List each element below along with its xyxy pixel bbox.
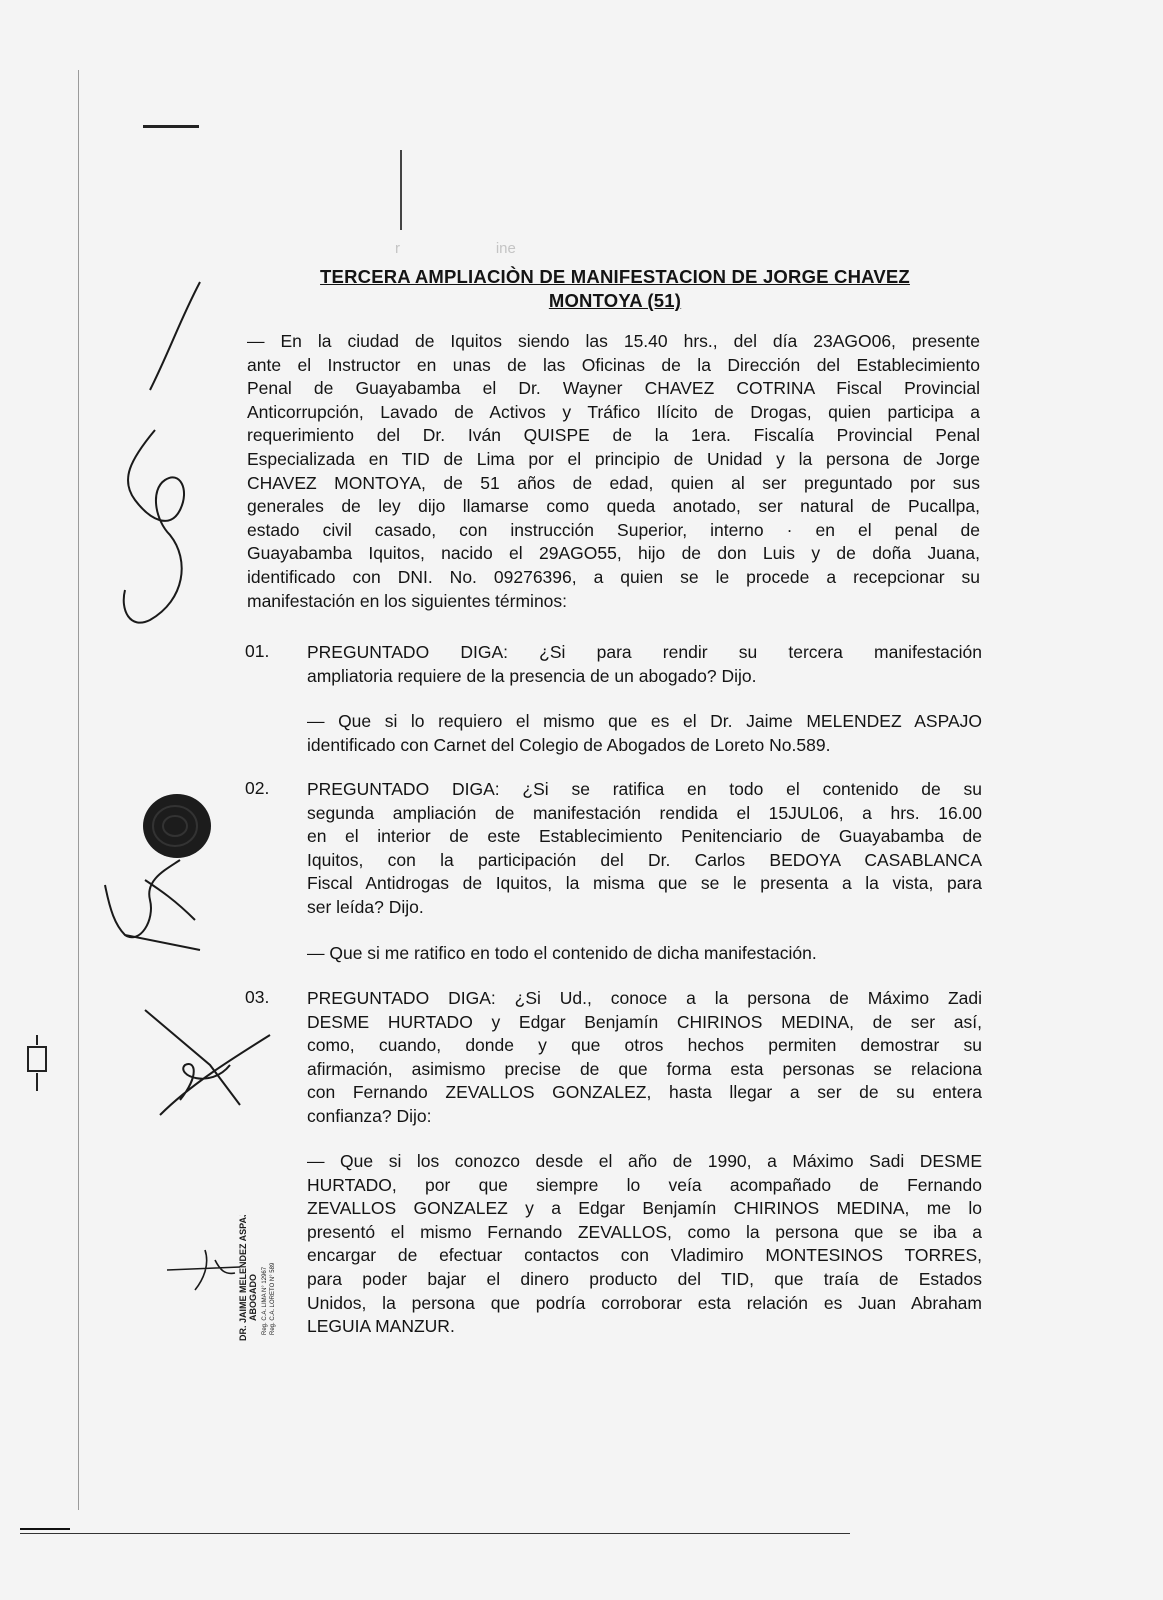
intro-line: Especializada en TID de Lima por el principio de Unidad y la persona de Jorge [247, 448, 980, 469]
signature-stamp [165, 1245, 245, 1295]
intro-line: ante el Instructor en unas de las Oficinas de la Dirección del Establecimiento [247, 354, 980, 375]
document-title [250, 265, 980, 313]
answer-line: LEGUIA MANZUR. [307, 1316, 455, 1337]
answer-line: encargar de efectuar contactos con Vladimiro MONTESINOS TORRES, [307, 1245, 982, 1266]
question-line: confianza? Dijo: [307, 1105, 432, 1126]
signature-top [110, 280, 220, 660]
bottom-rule-short [20, 1528, 70, 1530]
question-line: PREGUNTADO DIGA: ¿Si se ratifica en todo el contenido de su [307, 779, 982, 799]
question-line: PREGUNTADO DIGA: ¿Si Ud., conoce a la persona de Máximo Zadi [307, 988, 982, 1008]
intro-line: Anticorrupción, Lavado de Activos y Tráfico Ilícito de Drogas, quien participa a [247, 401, 980, 422]
margin-bracket-mark [22, 1035, 52, 1091]
answer-line: ZEVALLOS GONZALEZ y a Edgar Benjamín CHIRINOS MEDINA, me lo [307, 1198, 982, 1219]
question-1 [307, 641, 982, 688]
intro-line: CHAVEZ MONTOYA, de 51 años de edad, quien al ser preguntado por sus [247, 472, 980, 493]
question-line: Iquitos, con la participación del Dr. Carlos BEDOYA CASABLANCA [307, 849, 982, 870]
answer-line: Unidos, la persona que podría corroborar esta relación es Juan Abraham [307, 1292, 982, 1313]
intro-line: Penal de Guayabamba el Dr. Wayner CHAVEZ COTRINA Fiscal Provincial [247, 378, 980, 399]
intro-line: — En la ciudad de Iquitos siendo las 15.40 hrs., del día 23AGO06, presente [247, 331, 980, 351]
question-number: 03. [245, 987, 270, 1007]
question-line: ser leída? Dijo. [307, 896, 424, 917]
svg-text:DR. JAIME MELENDEZ ASPAJO: DR. JAIME MELENDEZ ASPAJO [238, 1215, 248, 1341]
signature-lower [140, 1005, 280, 1120]
question-2 [307, 778, 982, 920]
intro-line: manifestación en los siguientes términos: [247, 590, 568, 611]
svg-text:Reg. C.A. LIMA N° 12967: Reg. C.A. LIMA N° 12967 [262, 1266, 268, 1335]
svg-text:Reg. C.A. LORETO N° 589: Reg. C.A. LORETO N° 589 [270, 1262, 276, 1335]
title-line-1: TERCERA AMPLIACIÒN DE MANIFESTACION DE JORGE CHAVEZ [320, 266, 910, 287]
lawyer-stamp [236, 1215, 282, 1343]
intro-line: generales de ley dijo llamarse como queda anotado, ser natural de Pucallpa, [247, 496, 980, 517]
question-line: Fiscal Antidrogas de Iquitos, la misma que se le presenta a la vista, para [307, 873, 982, 894]
answer-3 [307, 1150, 982, 1339]
svg-text:ABOGADO: ABOGADO [248, 1274, 258, 1321]
question-number: 01. [245, 641, 270, 661]
answer-2 [307, 942, 982, 966]
intro-line: Guayabamba Iquitos, nacido el 29AGO55, hijo de don Luis y de doña Juana, [247, 543, 980, 564]
answer-line: — Que si los conozco desde el año de 1990, a Máximo Sadi DESME [307, 1151, 982, 1171]
margin-line [78, 70, 79, 1510]
question-line: ampliatoria requiere de la presencia de un abogado? Dijo. [307, 665, 757, 686]
question-line: con Fernando ZEVALLOS GONZALEZ, hasta llegar a ser de su entera [307, 1082, 982, 1103]
question-line: como, cuando, donde y que otros hechos permiten demostrar su [307, 1035, 982, 1056]
answer-line: presentó el mismo Fernando ZEVALLOS, como la persona que se iba a [307, 1221, 982, 1242]
answer-line: — Que si lo requiero el mismo que es el Dr. Jaime MELENDEZ ASPAJO [307, 711, 982, 731]
question-3 [307, 987, 982, 1129]
intro-line: estado civil casado, con instrucción Superior, interno · en el penal de [247, 519, 980, 540]
intro-paragraph [247, 330, 980, 613]
intro-line: identificado con DNI. No. 09276396, a quien se le procede a recepcionar su [247, 566, 980, 587]
question-line: PREGUNTADO DIGA: ¿Si para rendir su tercera manifestación [307, 642, 982, 662]
scan-mark [400, 150, 402, 230]
intro-line: requerimiento del Dr. Iván QUISPE de la 1era. Fiscalía Provincial Penal [247, 425, 980, 446]
answer-line: identificado con Carnet del Colegio de Abogados de Loreto No.589. [307, 734, 831, 755]
question-number: 02. [245, 778, 270, 798]
answer-1 [307, 710, 982, 757]
question-line: en el interior de este Establecimiento Penitenciario de Guayabamba de [307, 826, 982, 847]
bottom-rule [20, 1533, 850, 1534]
question-line: segunda ampliación de manifestación rendida el 15JUL06, a hrs. 16.00 [307, 802, 982, 823]
answer-line: para poder bajar el dinero producto del TID, que traía de Estados [307, 1268, 982, 1289]
title-line-2: MONTOYA (51) [548, 290, 682, 311]
question-line: DESME HURTADO y Edgar Benjamín CHIRINOS MEDINA, de ser así, [307, 1011, 982, 1032]
bleed-through-text: r ine [395, 240, 516, 257]
margin-dash [143, 125, 199, 128]
answer-line: HURTADO, por que siempre lo veía acompañado de Fernando [307, 1174, 982, 1195]
question-line: afirmación, asimismo precise de que forma esta personas se relaciona [307, 1058, 982, 1079]
answer-line: — Que si me ratifico en todo el contenido de dicha manifestación. [307, 943, 817, 963]
signature-middle [85, 840, 215, 960]
